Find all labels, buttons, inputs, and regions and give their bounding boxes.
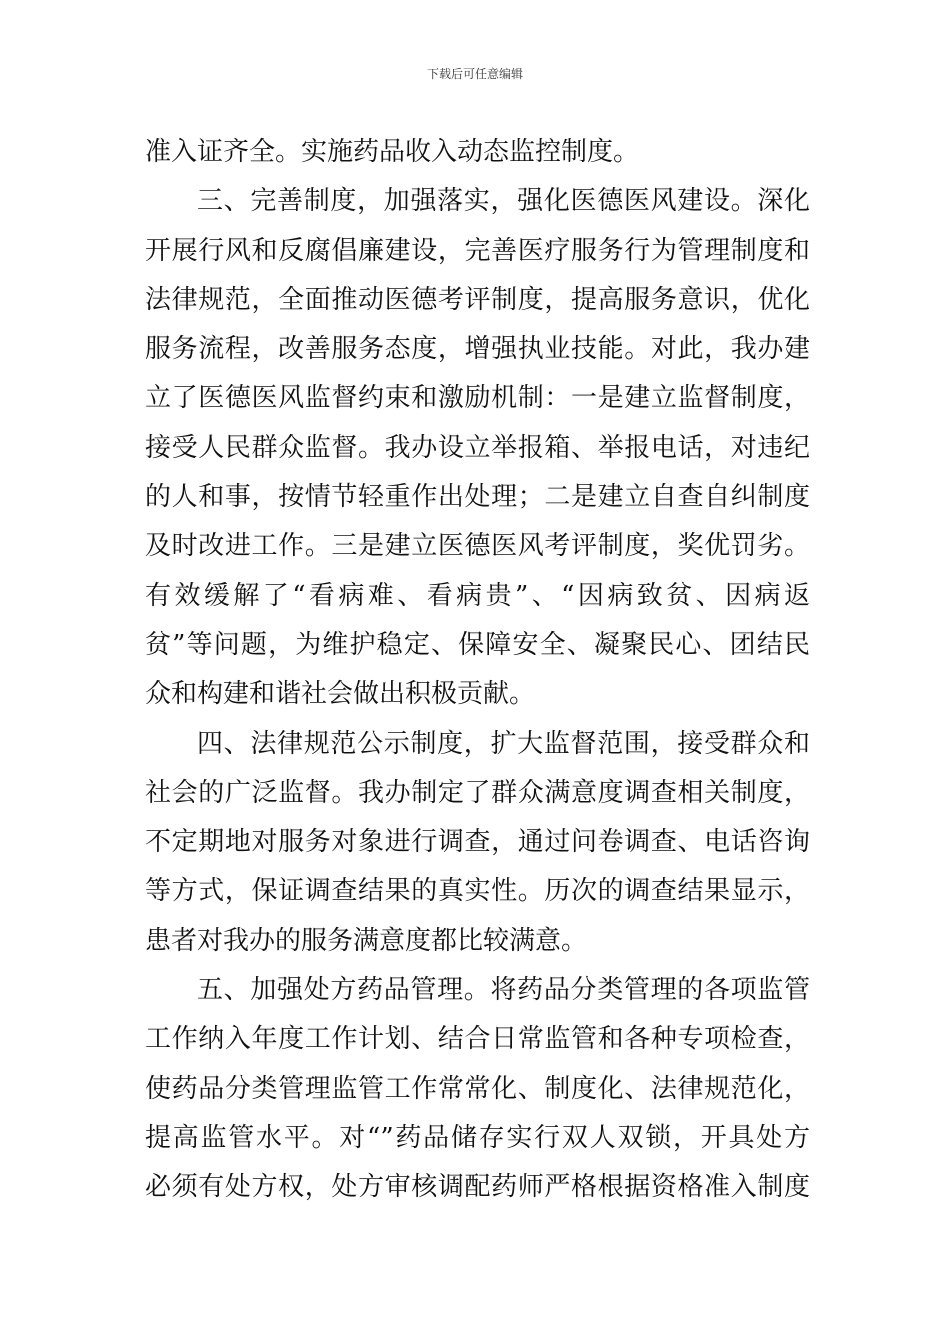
text-line-8: 的人和事，按情节轻重作出处理；二是建立自查自纠制度 [145, 482, 810, 513]
text-line-3: 开展行风和反腐倡廉建设，完善医疗服务行为管理制度和 [145, 235, 810, 266]
paragraph-4-first-line: 四、法律规范公示制度，扩大监督范围，接受群众和 [197, 728, 810, 759]
text-line-22: 必须有处方权，处方审核调配药师严格根据资格准入制度 [145, 1172, 810, 1203]
text-line-10: 有效缓解了“看病难、看病贵”、“因病致贫、因病返 [145, 580, 810, 611]
text-line-9: 及时改进工作。三是建立医德医风考评制度，奖优罚劣。 [145, 531, 810, 562]
text-line-11: 贫”等问题，为维护稳定、保障安全、凝聚民心、团结民 [145, 629, 810, 660]
text-line-20: 使药品分类管理监管工作常常化、制度化、法律规范化， [145, 1073, 810, 1104]
text-line-1: 准入证齐全。实施药品收入动态监控制度。 [145, 137, 640, 167]
document-body [145, 128, 810, 1213]
text-line-21: 提高监管水平。对“”药品储存实行双人双锁，开具处方 [145, 1122, 810, 1153]
text-line-16: 等方式，保证调查结果的真实性。历次的调查结果显示， [145, 876, 810, 907]
text-line-4: 法律规范，全面推动医德考评制度，提高服务意识，优化 [145, 284, 810, 315]
paragraph-5-first-line: 五、加强处方药品管理。将药品分类管理的各项监管 [197, 975, 810, 1006]
text-line-17: 患者对我办的服务满意度都比较满意。 [145, 925, 588, 956]
page-header: 下载后可任意编辑 [426, 67, 523, 81]
text-line-12: 众和构建和谐社会做出积极贡献。 [145, 679, 536, 710]
text-line-6: 立了医德医风监督约束和激励机制：一是建立监督制度， [145, 383, 810, 414]
text-line-19: 工作纳入年度工作计划、结合日常监管和各种专项检查， [145, 1024, 810, 1055]
text-line-7: 接受人民群众监督。我办设立举报箱、举报电话，对违纪 [145, 432, 810, 463]
paragraph-3-first-line: 三、完善制度，加强落实，强化医德医风建设。深化 [197, 186, 810, 217]
text-line-5: 服务流程，改善服务态度，增强执业技能。对此，我办建 [145, 334, 810, 365]
text-line-15: 不定期地对服务对象进行调查，通过问卷调查、电话咨询 [145, 827, 810, 858]
text-line-14: 社会的广泛监督。我办制定了群众满意度调查相关制度， [145, 777, 810, 808]
